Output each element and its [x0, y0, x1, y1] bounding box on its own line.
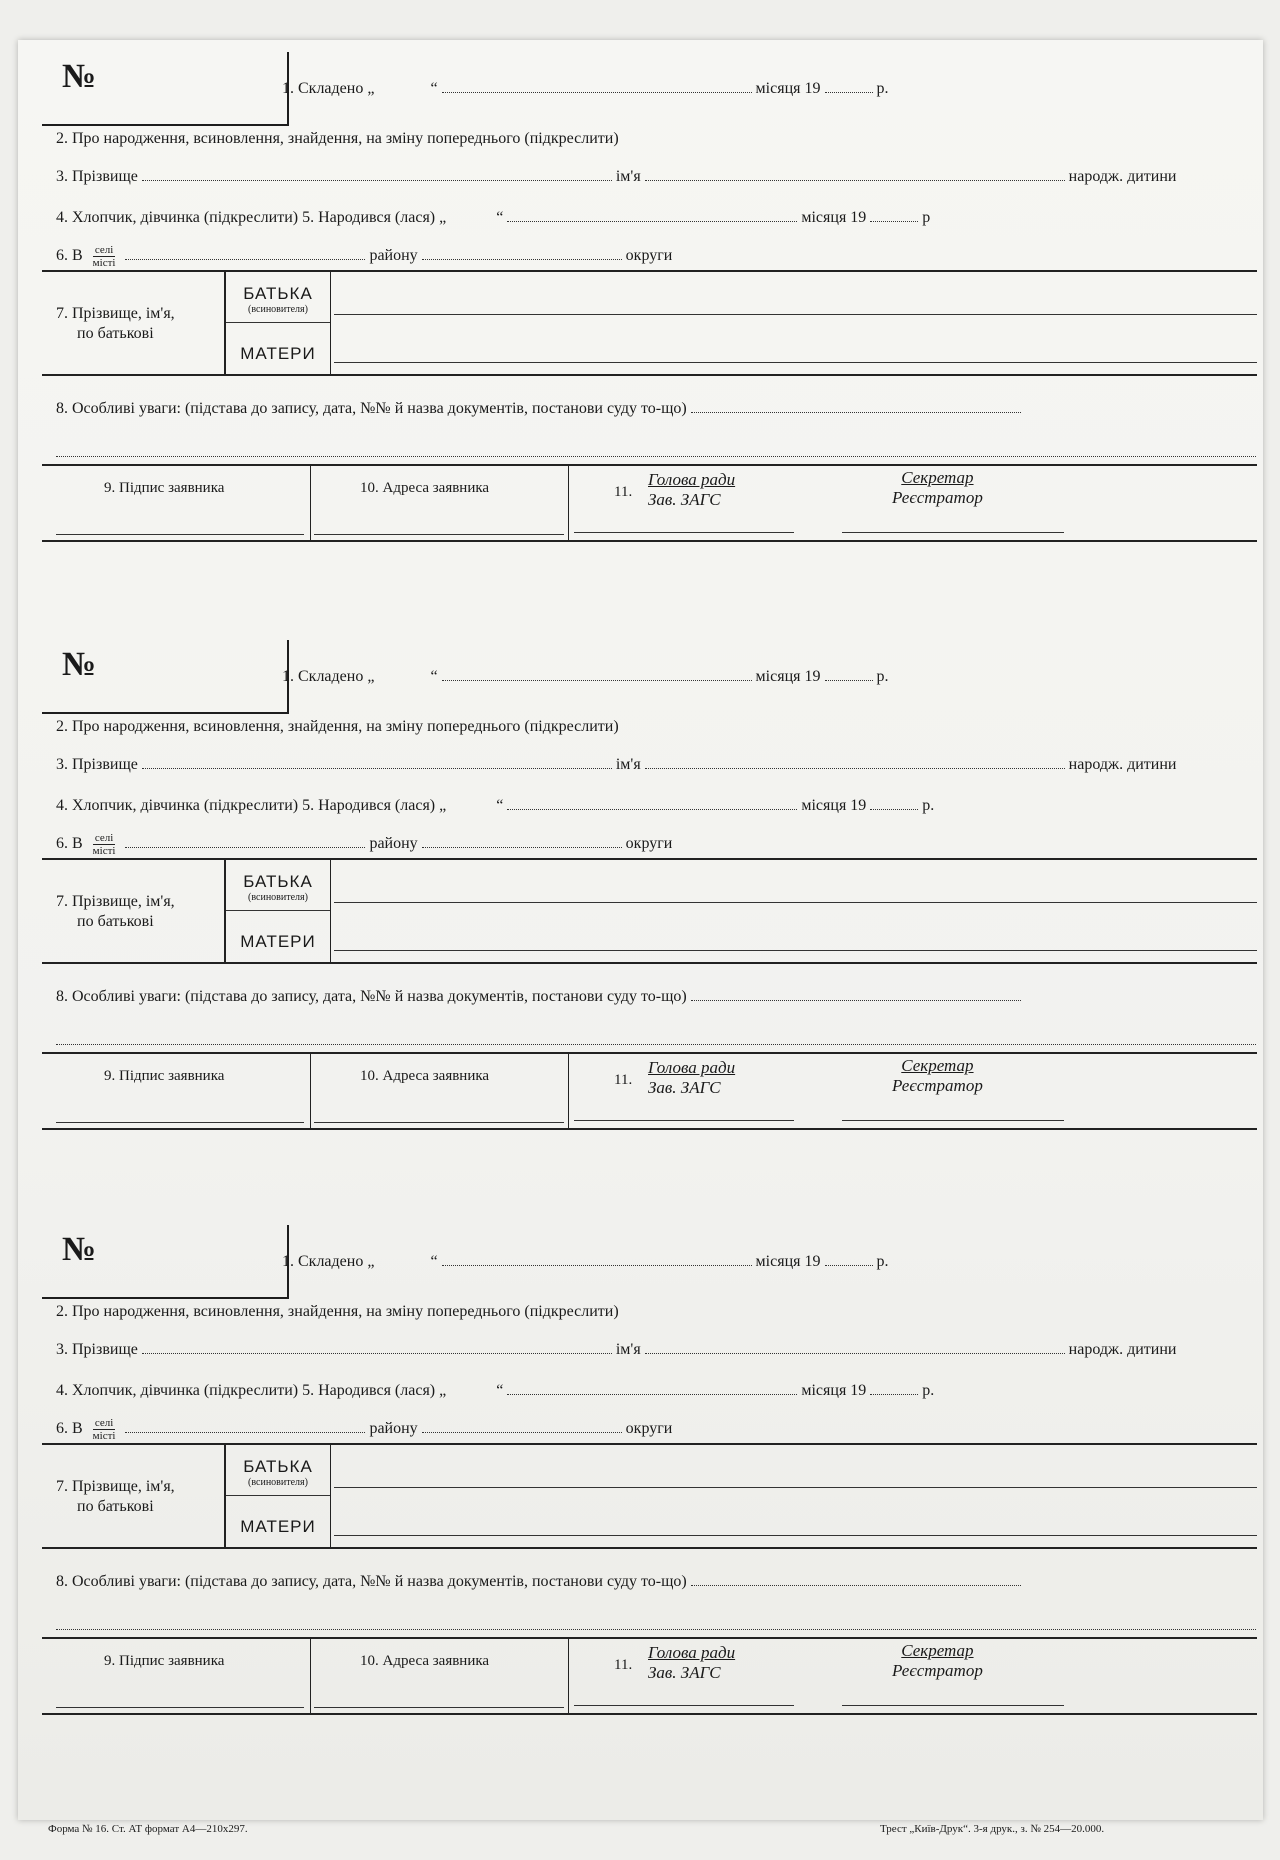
- f6-district-text: району: [369, 1420, 418, 1438]
- birth-record-form-2: [42, 640, 1257, 1220]
- applicant-address-label: 10. Адреса заявника: [360, 480, 490, 496]
- f1-label-text: 1. Складено „: [282, 668, 375, 685]
- rule-line: [310, 1637, 311, 1715]
- f4-month-text: місяця 19: [801, 209, 867, 226]
- f8-text: 8. Особливі уваги: (підстава до запису, дата, №№ й назва документів, постанови суду то-що): [56, 988, 687, 1005]
- footer-printer: Трест „Київ-Друк“. 3-я друк., з. № 254—20.000.: [880, 1823, 1105, 1835]
- father-label: [226, 284, 330, 315]
- surname-input[interactable]: [142, 754, 612, 769]
- father-label: [226, 1457, 330, 1488]
- field-1-compiled: [282, 78, 889, 98]
- f7-label-text: 7. Прізвище, ім'я,: [56, 1478, 175, 1495]
- given-name-input[interactable]: [645, 754, 1065, 769]
- rule-line: [42, 374, 1257, 376]
- record-number-box: [42, 1225, 289, 1299]
- secr-bottom-text: Реєстратор: [892, 1076, 983, 1095]
- secretary-signature-line[interactable]: [842, 1705, 1064, 1706]
- remarks-input[interactable]: [691, 1571, 1021, 1586]
- f1-month-text: місяця 19: [755, 668, 821, 685]
- f4-quote-text: “: [496, 797, 504, 814]
- father-text: БАТЬКА: [243, 872, 313, 891]
- field-2-type: 2. Про народження, всиновлення, знайдення, на зміну попереднього (підкреслити): [56, 718, 619, 735]
- f1-quote-text: “: [430, 80, 438, 97]
- f7-label2-text: по батькові: [77, 1498, 154, 1515]
- signature-line[interactable]: [56, 1122, 304, 1123]
- father-line[interactable]: [334, 902, 1257, 903]
- f7-label-text: 7. Прізвище, ім'я,: [56, 893, 175, 910]
- rule-line: [330, 1443, 331, 1547]
- surname-input[interactable]: [142, 1339, 612, 1354]
- f7-label2-text: по батькові: [77, 913, 154, 930]
- field-8-remarks: [56, 398, 1021, 418]
- head-bottom-text: Зав. ЗАГС: [648, 490, 721, 509]
- head-bottom-text: Зав. ЗАГС: [648, 1663, 721, 1682]
- applicant-signature-label: 9. Підпис заявника: [104, 1653, 225, 1669]
- secretary-signature-line[interactable]: [842, 532, 1064, 533]
- father-sub-text: (всиновителя): [248, 1477, 308, 1488]
- f1-label-text: 1. Складено „: [282, 1253, 375, 1270]
- field-6-place: [56, 244, 672, 269]
- father-text: БАТЬКА: [243, 1457, 313, 1476]
- field-3-surname: [56, 754, 1176, 774]
- f3-label-text: 3. Прізвище: [56, 1341, 138, 1358]
- f6-label-text: 6. В: [56, 835, 83, 853]
- head-zags-label: [648, 1643, 735, 1683]
- field-7-label: [56, 1477, 175, 1517]
- f3-name-text: ім'я: [615, 756, 641, 773]
- f3-child-text: народж. дитини: [1068, 168, 1177, 185]
- father-text: БАТЬКА: [243, 284, 313, 303]
- field-7-label: [56, 892, 175, 932]
- birth-date-input[interactable]: [507, 207, 797, 222]
- remarks-input[interactable]: [691, 398, 1021, 413]
- head-zags-label: [648, 470, 735, 510]
- rule-line: [330, 270, 331, 374]
- father-label: [226, 872, 330, 903]
- mother-label: МАТЕРИ: [240, 344, 316, 363]
- f6-bottom-text: місті: [92, 845, 116, 857]
- rule-line: [226, 1495, 330, 1496]
- birth-year-input[interactable]: [870, 795, 918, 810]
- birth-date-input[interactable]: [507, 1380, 797, 1395]
- rule-line: [42, 1713, 1257, 1715]
- rule-line: [42, 1052, 1257, 1054]
- birth-year-input[interactable]: [870, 207, 918, 222]
- address-line[interactable]: [314, 534, 564, 535]
- applicant-address-label: 10. Адреса заявника: [360, 1653, 490, 1669]
- applicant-signature-label: 9. Підпис заявника: [104, 1068, 225, 1084]
- village-city-fraction: [93, 1417, 116, 1442]
- number-sign: №: [62, 1231, 97, 1268]
- father-sub-text: (всиновителя): [248, 304, 308, 315]
- number-sign: №: [62, 646, 97, 683]
- village-city-fraction: [93, 832, 116, 857]
- f1-year-end-text: р.: [876, 80, 889, 97]
- f7-label-text: 7. Прізвище, ім'я,: [56, 305, 175, 322]
- field-2-type: 2. Про народження, всиновлення, знайдення, на зміну попереднього (підкреслити): [56, 1303, 619, 1320]
- mother-line[interactable]: [334, 950, 1257, 951]
- f3-label-text: 3. Прізвище: [56, 756, 138, 773]
- f1-quote-text: “: [430, 1253, 438, 1270]
- f6-okrug-text: округи: [625, 835, 673, 853]
- record-number-box: [42, 52, 289, 126]
- mother-line[interactable]: [334, 362, 1257, 363]
- head-signature-line[interactable]: [574, 1705, 794, 1706]
- signature-line[interactable]: [56, 534, 304, 535]
- footer-form-number: Форма № 16. Ст. АТ формат А4—210х297.: [48, 1823, 248, 1835]
- rule-line: [310, 1052, 311, 1130]
- rule-line: [310, 464, 311, 542]
- f1-quote-text: “: [430, 668, 438, 685]
- field-8-remarks: [56, 1571, 1021, 1591]
- f1-label-text: 1. Складено „: [282, 80, 375, 97]
- field-4-gender-birth: [56, 795, 934, 815]
- rule-line: [42, 540, 1257, 542]
- secretary-signature-line[interactable]: [842, 1120, 1064, 1121]
- field-6-place: [56, 832, 672, 857]
- field-3-surname: [56, 1339, 1176, 1359]
- mother-label: МАТЕРИ: [240, 1517, 316, 1536]
- rule-line: [42, 464, 1257, 466]
- village-city-fraction: [93, 244, 116, 269]
- f4-year-end-text: р: [922, 209, 931, 226]
- f1-month-text: місяця 19: [755, 80, 821, 97]
- f4-quote-text: “: [496, 209, 504, 226]
- head-top-text: Голова ради: [648, 470, 736, 489]
- rule-line: [42, 1128, 1257, 1130]
- f6-label-text: 6. В: [56, 247, 83, 265]
- f3-name-text: ім'я: [615, 168, 641, 185]
- place-input[interactable]: [125, 833, 365, 848]
- district-input[interactable]: [422, 245, 622, 260]
- field-4-gender-birth: [56, 1380, 934, 1400]
- secr-top-text: Секретар: [901, 468, 974, 487]
- field-11-label: 11.: [614, 1072, 633, 1088]
- rule-line: [568, 1052, 569, 1130]
- signature-line[interactable]: [56, 1707, 304, 1708]
- secr-top-text: Секретар: [901, 1056, 974, 1075]
- f3-child-text: народж. дитини: [1068, 756, 1177, 773]
- f8-text: 8. Особливі уваги: (підстава до запису, дата, №№ й назва документів, постанови суду то-що): [56, 1573, 687, 1590]
- district-input[interactable]: [422, 1418, 622, 1433]
- district-input[interactable]: [422, 833, 622, 848]
- f3-label-text: 3. Прізвище: [56, 168, 138, 185]
- applicant-address-label: 10. Адреса заявника: [360, 1068, 490, 1084]
- birth-record-form-3: [42, 1225, 1257, 1805]
- f6-top-text: селі: [93, 1417, 116, 1430]
- f1-month-text: місяця 19: [755, 1253, 821, 1270]
- mother-label: МАТЕРИ: [240, 932, 316, 951]
- surname-input[interactable]: [142, 166, 612, 181]
- secretary-label: [892, 468, 983, 508]
- f3-name-text: ім'я: [615, 1341, 641, 1358]
- f6-bottom-text: місті: [92, 1430, 116, 1442]
- f4-label-text: 4. Хлопчик, дівчинка (підкреслити) 5. Народився (лася) „: [56, 797, 447, 814]
- f3-child-text: народж. дитини: [1068, 1341, 1177, 1358]
- f6-label-text: 6. В: [56, 1420, 83, 1438]
- field-1-compiled: [282, 666, 889, 686]
- field-11-label: 11.: [614, 1657, 633, 1673]
- f4-month-text: місяця 19: [801, 1382, 867, 1399]
- secretary-label: [892, 1056, 983, 1096]
- rule-line: [226, 322, 330, 323]
- secr-bottom-text: Реєстратор: [892, 488, 983, 507]
- head-signature-line[interactable]: [574, 532, 794, 533]
- address-line[interactable]: [314, 1122, 564, 1123]
- f4-month-text: місяця 19: [801, 797, 867, 814]
- birth-year-input[interactable]: [870, 1380, 918, 1395]
- f6-district-text: району: [369, 835, 418, 853]
- f6-okrug-text: округи: [625, 1420, 673, 1438]
- f4-label-text: 4. Хлопчик, дівчинка (підкреслити) 5. Народився (лася) „: [56, 209, 447, 226]
- rule-line: [42, 1547, 1257, 1549]
- f6-bottom-text: місті: [92, 257, 116, 269]
- given-name-input[interactable]: [645, 1339, 1065, 1354]
- head-signature-line[interactable]: [574, 1120, 794, 1121]
- father-line[interactable]: [334, 1487, 1257, 1488]
- head-top-text: Голова ради: [648, 1058, 736, 1077]
- f6-district-text: району: [369, 247, 418, 265]
- f6-top-text: селі: [93, 244, 116, 257]
- f1-year-end-text: р.: [876, 1253, 889, 1270]
- f4-label-text: 4. Хлопчик, дівчинка (підкреслити) 5. Народився (лася) „: [56, 1382, 447, 1399]
- f6-okrug-text: округи: [625, 247, 673, 265]
- remarks-input[interactable]: [691, 986, 1021, 1001]
- f1-year-end-text: р.: [876, 668, 889, 685]
- rule-line: [42, 1637, 1257, 1639]
- record-number-box: [42, 640, 289, 714]
- field-3-surname: [56, 166, 1176, 186]
- year-input[interactable]: [825, 1251, 873, 1266]
- date-input[interactable]: [442, 1251, 752, 1266]
- rule-line: [568, 464, 569, 542]
- applicant-signature-label: 9. Підпис заявника: [104, 480, 225, 496]
- date-input[interactable]: [442, 78, 752, 93]
- field-7-label: [56, 304, 175, 344]
- secr-top-text: Секретар: [901, 1641, 974, 1660]
- rule-line: [56, 456, 1256, 457]
- secr-bottom-text: Реєстратор: [892, 1661, 983, 1680]
- secretary-label: [892, 1641, 983, 1681]
- f4-year-end-text: р.: [922, 797, 935, 814]
- head-bottom-text: Зав. ЗАГС: [648, 1078, 721, 1097]
- place-input[interactable]: [125, 1418, 365, 1433]
- f6-top-text: селі: [93, 832, 116, 845]
- mother-line[interactable]: [334, 1535, 1257, 1536]
- birth-record-form-1: [42, 52, 1257, 632]
- head-top-text: Голова ради: [648, 1643, 736, 1662]
- rule-line: [56, 1044, 1256, 1045]
- father-line[interactable]: [334, 314, 1257, 315]
- f4-quote-text: “: [496, 1382, 504, 1399]
- field-6-place: [56, 1417, 672, 1442]
- field-1-compiled: [282, 1251, 889, 1271]
- head-zags-label: [648, 1058, 735, 1098]
- rule-line: [330, 858, 331, 962]
- year-input[interactable]: [825, 666, 873, 681]
- field-11-label: 11.: [614, 484, 633, 500]
- father-sub-text: (всиновителя): [248, 892, 308, 903]
- field-2-type: 2. Про народження, всиновлення, знайдення, на зміну попереднього (підкреслити): [56, 130, 619, 147]
- f7-label2-text: по батькові: [77, 325, 154, 342]
- rule-line: [56, 1629, 1256, 1630]
- place-input[interactable]: [125, 245, 365, 260]
- year-input[interactable]: [825, 78, 873, 93]
- field-8-remarks: [56, 986, 1021, 1006]
- birth-date-input[interactable]: [507, 795, 797, 810]
- f4-year-end-text: р.: [922, 1382, 935, 1399]
- given-name-input[interactable]: [645, 166, 1065, 181]
- date-input[interactable]: [442, 666, 752, 681]
- f8-text: 8. Особливі уваги: (підстава до запису, дата, №№ й назва документів, постанови суду то-що): [56, 400, 687, 417]
- rule-line: [42, 962, 1257, 964]
- rule-line: [226, 910, 330, 911]
- rule-line: [568, 1637, 569, 1715]
- number-sign: №: [62, 58, 97, 95]
- field-4-gender-birth: [56, 207, 930, 227]
- address-line[interactable]: [314, 1707, 564, 1708]
